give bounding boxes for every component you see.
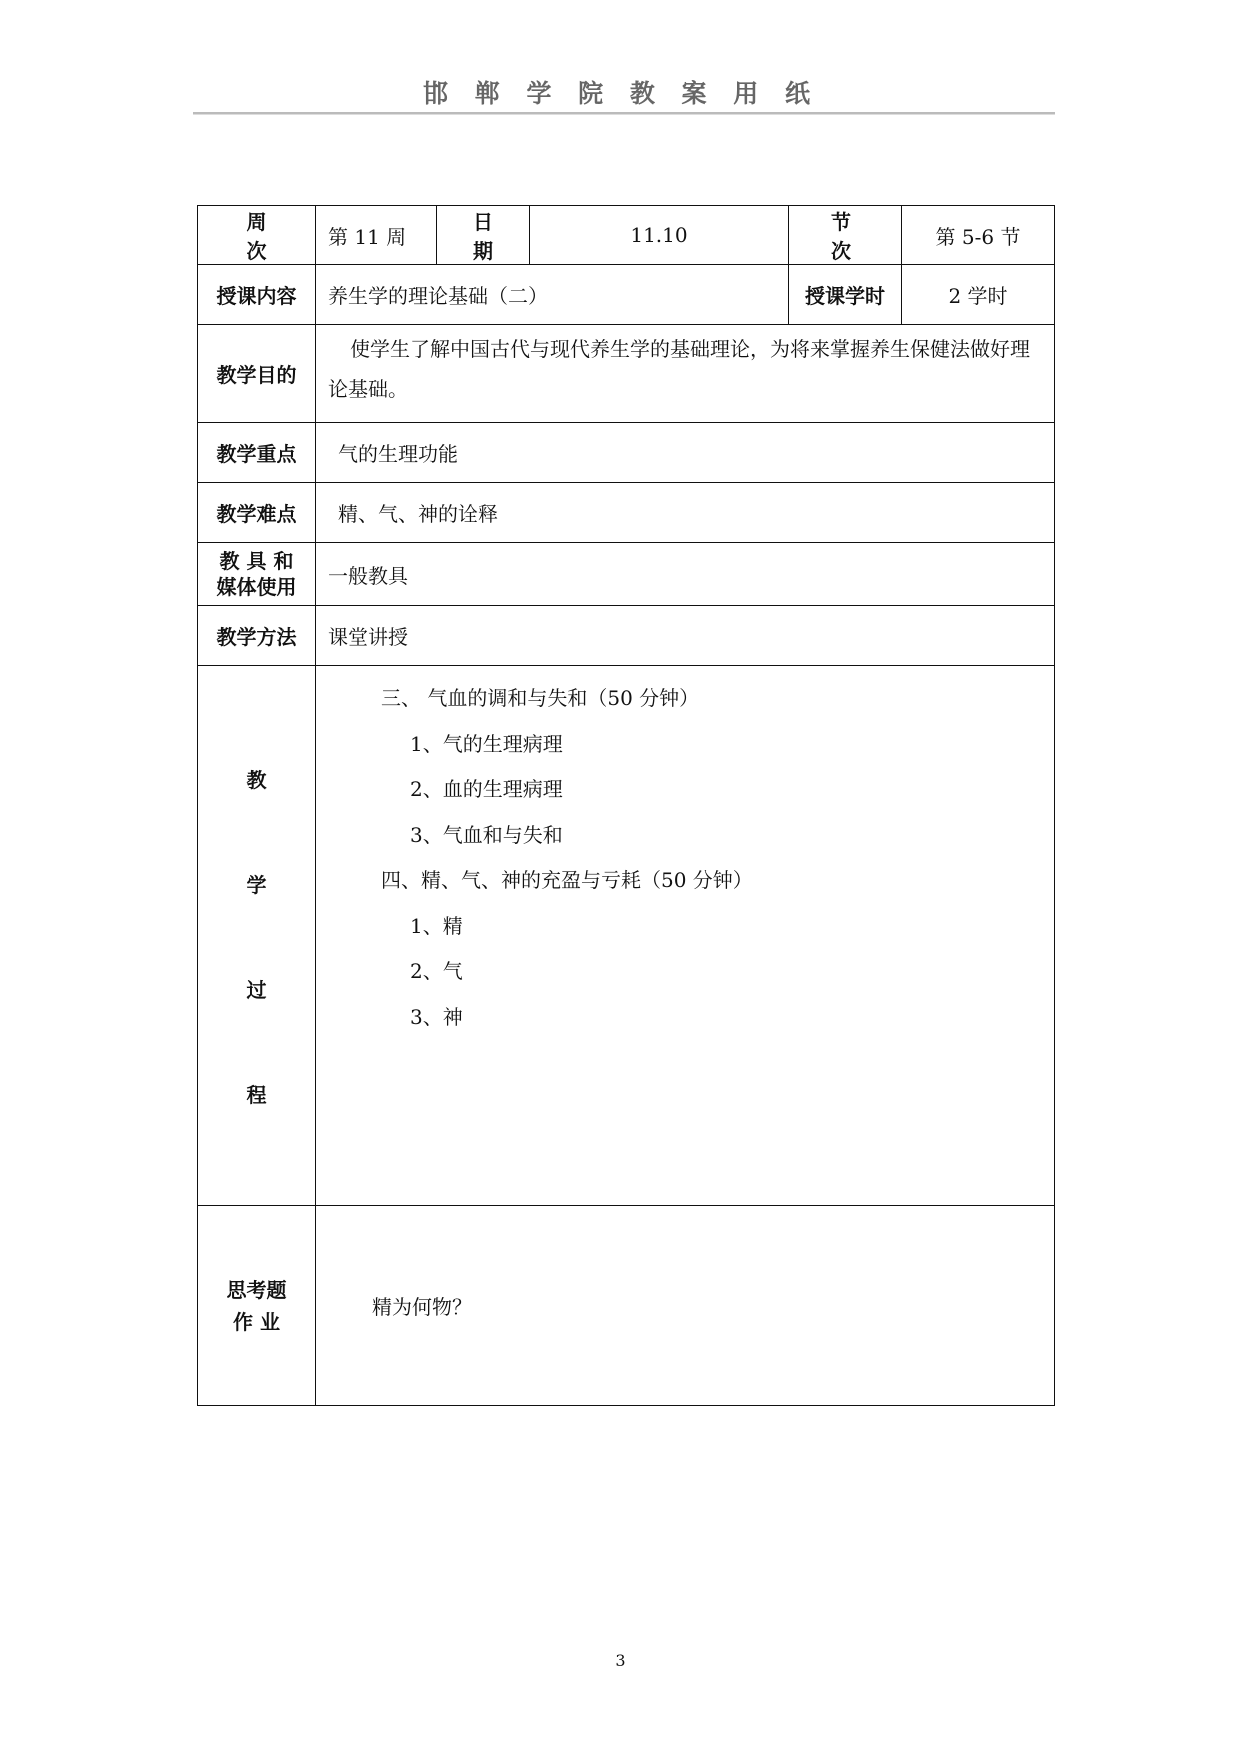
tools-row [197, 543, 1055, 606]
date-label: 日 期 [437, 206, 530, 264]
process-line: 2、血的生理病理 [410, 777, 563, 801]
content-hours-row [197, 265, 1055, 325]
process-line: 2、气 [410, 959, 463, 983]
process-line: 1、气的生理病理 [410, 731, 563, 756]
content-value: 养生学的理论基础（二） [316, 265, 789, 324]
week-date-row [197, 205, 1055, 265]
hours-value: 2 学时 [948, 284, 1008, 308]
process-label-char: 教 [246, 767, 267, 792]
page-number: 3 [615, 1651, 626, 1670]
week-label: 周 次 [198, 206, 316, 264]
focus-row [197, 423, 1055, 483]
tools-value: 一般教具 [328, 563, 408, 588]
content-label: 授课内容 [198, 265, 316, 324]
tools-label: 教 具 和 媒体使用 [198, 543, 316, 605]
method-row [197, 606, 1055, 666]
method-value: 课堂讲授 [328, 625, 408, 649]
process-label-char: 过 [246, 977, 267, 1002]
process-label-char: 程 [246, 1082, 267, 1107]
homework-row [197, 1206, 1055, 1406]
process-line: 三、 气血的调和与失和（50 分钟） [381, 686, 700, 710]
homework-value: 精为何物？ [372, 1295, 472, 1319]
purpose-row [197, 325, 1055, 423]
difficulty-value: 精、气、神的诠释 [338, 502, 498, 526]
week-value: 第 11 周 [316, 206, 437, 264]
process-line: 3、神 [410, 1004, 463, 1029]
process-line: 3、气血和与失和 [410, 822, 563, 847]
homework-label: 思考题 作 业 [198, 1206, 316, 1405]
focus-value: 气的生理功能 [338, 442, 458, 466]
process-label [198, 666, 316, 1205]
difficulty-row [197, 483, 1055, 543]
purpose-value: 使学生了解中国古代与现代养生学的基础理论，为将来掌握养生保健法做好理论基础。 [328, 337, 1030, 401]
section-value: 第 5-6 节 [935, 224, 1021, 249]
process-line: 1、精 [410, 913, 463, 938]
method-label: 教学方法 [198, 606, 316, 665]
purpose-label: 教学目的 [198, 325, 316, 422]
date-value: 11.10 [530, 206, 789, 264]
process-line: 四、精、气、神的充盈与亏耗（50 分钟） [381, 868, 753, 892]
section-label: 节 次 [789, 206, 902, 264]
process-content [316, 666, 1054, 1205]
hours-label: 授课学时 [789, 265, 902, 324]
header-rule [193, 112, 1055, 115]
difficulty-label: 教学难点 [198, 483, 316, 542]
process-row [197, 666, 1055, 1206]
focus-label: 教学重点 [198, 423, 316, 482]
process-label-char: 学 [246, 872, 267, 897]
lesson-plan-table [197, 205, 1055, 1406]
page-header-title: 邯 郸 学 院 教 案 用 纸 [423, 79, 819, 108]
